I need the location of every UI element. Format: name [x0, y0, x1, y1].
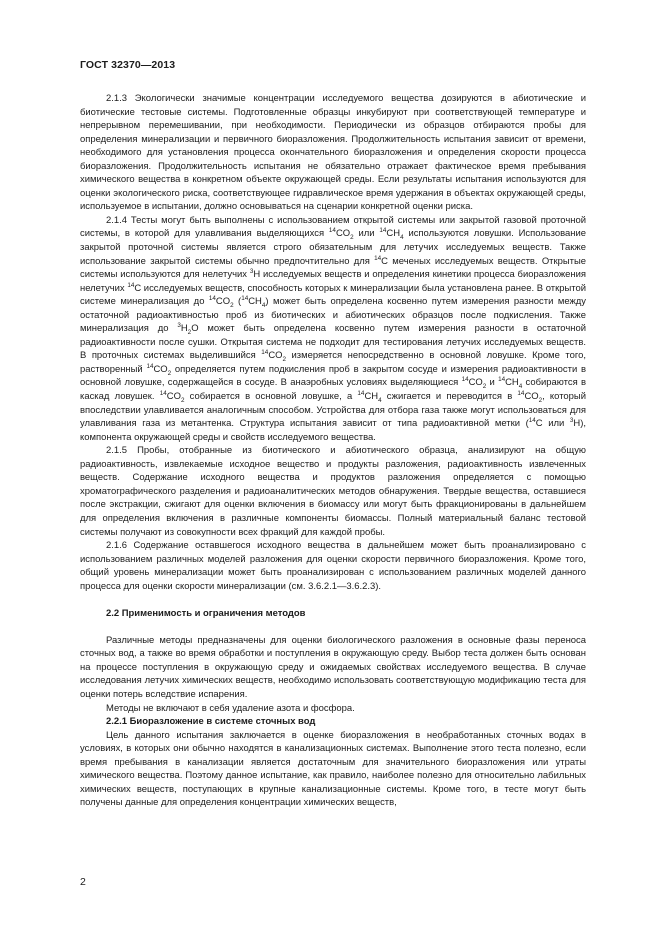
subsection-heading-2-2-1: 2.2.1 Биоразложение в системе сточных вод — [106, 716, 316, 728]
paragraph-2-2-b: Методы не включают в себя удаление азота и фосфора. — [106, 702, 355, 714]
paragraph-2-1-3: 2.1.3 Экологически значимые концентрации исследуемого вещества дозируются в абиотические и биотические тестовые системы. Подготовленные образцы инкубируют при соответствующей температуре и непрерывном перемешивании, при необходимости. Периодически из образцов отбираются пробы для определения минерализации и первичного биоразложения. Продолжительность испытания зависит от времени, необходимого для установления процесса окончательного биоразложения и определения скорости процесса биоразложения. Продолжительность испытания не обязательно отражает фактическое время пребывания химического вещества в конкретном объекте окружающей среды. Если результаты испытания используются для оценки экологического риска, соответствующее гидравлическое время удержания в объектах окружающей среды, используемое в испытании, должно основываться на сценарии конкретной оценки риска. — [80, 93, 586, 213]
section-heading-2-2: 2.2 Применимость и ограничения методов — [106, 607, 306, 619]
document-header: ГОСТ 32370—2013 — [80, 59, 176, 71]
paragraph-2-1-4: 2.1.4 Тесты могут быть выполнены с использованием открытой системы или закрытой газовой проточной системы, в которой для улавливания выделяющихся $^{14}CO_2$ или $^{14}CH_4$ используются ловушки. Использование закрытой проточной системы является строго обязательным для летучих исследуемых веществ. Также использование закрытой системы обычно предпочтительно для $^{14}$C меченых исследуемых веществ. Открытые системы используются для нелетучих $^3$H исследуемых веществ и определения кинетики процесса биоразложения нелетучих $^{14}$C исследуемых веществ, способность которых к минерализации была установлена ранее. В открытой системе минерализация до $^{14}CO_2$ $(^{14}CH_4)$ может быть определена косвенно путем измерения разности между остаточной радиоактивностью проб из биотических и абиотических образцов после подкисления. Также минерализация до $^3H_2O$ может быть определена косвенно путем измерения разности в остаточной радиоактивности после сушки. Открытая система не подходит для тестирования летучих исследуемых веществ. В проточных системах выделившийся $^{14}CO_2$ измеряется непосредственно в основной ловушке. Кроме того, растворенный $^{14}CO_2$ определяется путем подкисления проб в закрытом сосуде и измерения радиоактивности в основной ловушке, содержащейся в сосуде. В анаэробных условиях выделяющиеся $^{14}CO_2$ и $^{14}CH_4$ собираются в каскад ловушек. $^{14}CO_2$ собирается в основной ловушке, а $^{14}CH_4$ сжигается и переводится в $^{14}CO_2$, который впоследствии улавливается аналогичным способом. Устройства для отбора газа также могут использоваться для улавливания газа из метантенка. Структура испытания зависит от типа радиоактивной метки ($^{14}$C или $^3$H), компонента окружающей среды и свойств исследуемого вещества. — [80, 214, 587, 443]
paragraph-2-2-1: Цель данного испытания заключается в оценке биоразложения в необработанных сточных водах в условиях, в которых они обычно находятся в канализационных системах. Выполнение этого теста полезно, если время пребывания в канализации является достаточным для значительного биоразложения или утраты химического вещества. Поэтому данное испытание, как правило, наиболее полезно для относительно лабильных химических веществ, поступающих в крупные канализационные системы. Кроме того, в тесте могут быть получены данные для определения концентрации химических веществ, — [80, 729, 586, 809]
paragraph-2-2-a: Различные методы предназначены для оценки биологического разложения в основные фазы переноса сточных вод, а также во время обработки и поступления в окружающую среду. Выбор теста должен быть основан на процессе поступления в окружающую среду и ожидаемых свойствах исследуемого вещества. В случае исследования летучих химических веществ, необходимо использовать соответствующую модификацию теста для оценки потерь вследствие испарения. — [80, 634, 586, 700]
paragraph-2-1-5: 2.1.5 Пробы, отобранные из биотического и абиотического образца, анализируют на общую радиоактивность, извлекаемые исходное вещество и продукты разложения, радиоактивность извлеченных веществ. Содержание исходного вещества и продуктов разложения определяется с помощью хроматографического разделения и радиоаналитических методов обнаружения. Твердые вещества, оставшиеся после экстракции, сжигают для оценки включения в биомассу или могут быть фракционированы в дальнейшем для определения включения в различные компоненты биомассы. Полный материальный баланс тестовой системы получают из совокупности всех фракций для каждой пробы. — [80, 445, 586, 538]
document-body — [80, 92, 586, 810]
paragraph-2-1-6: 2.1.6 Содержание оставшегося исходного вещества в дальнейшем может быть проанализировано с использованием различных моделей разложения для оценки скорости первичного биоразложения. Кроме того, общий уровень минерализации может быть проанализирован с использованием различных моделей данного процесса для оценки скорости минерализации (см. 3.6.2.1—3.6.2.3). — [80, 540, 586, 592]
page-number: 2 — [80, 876, 86, 888]
